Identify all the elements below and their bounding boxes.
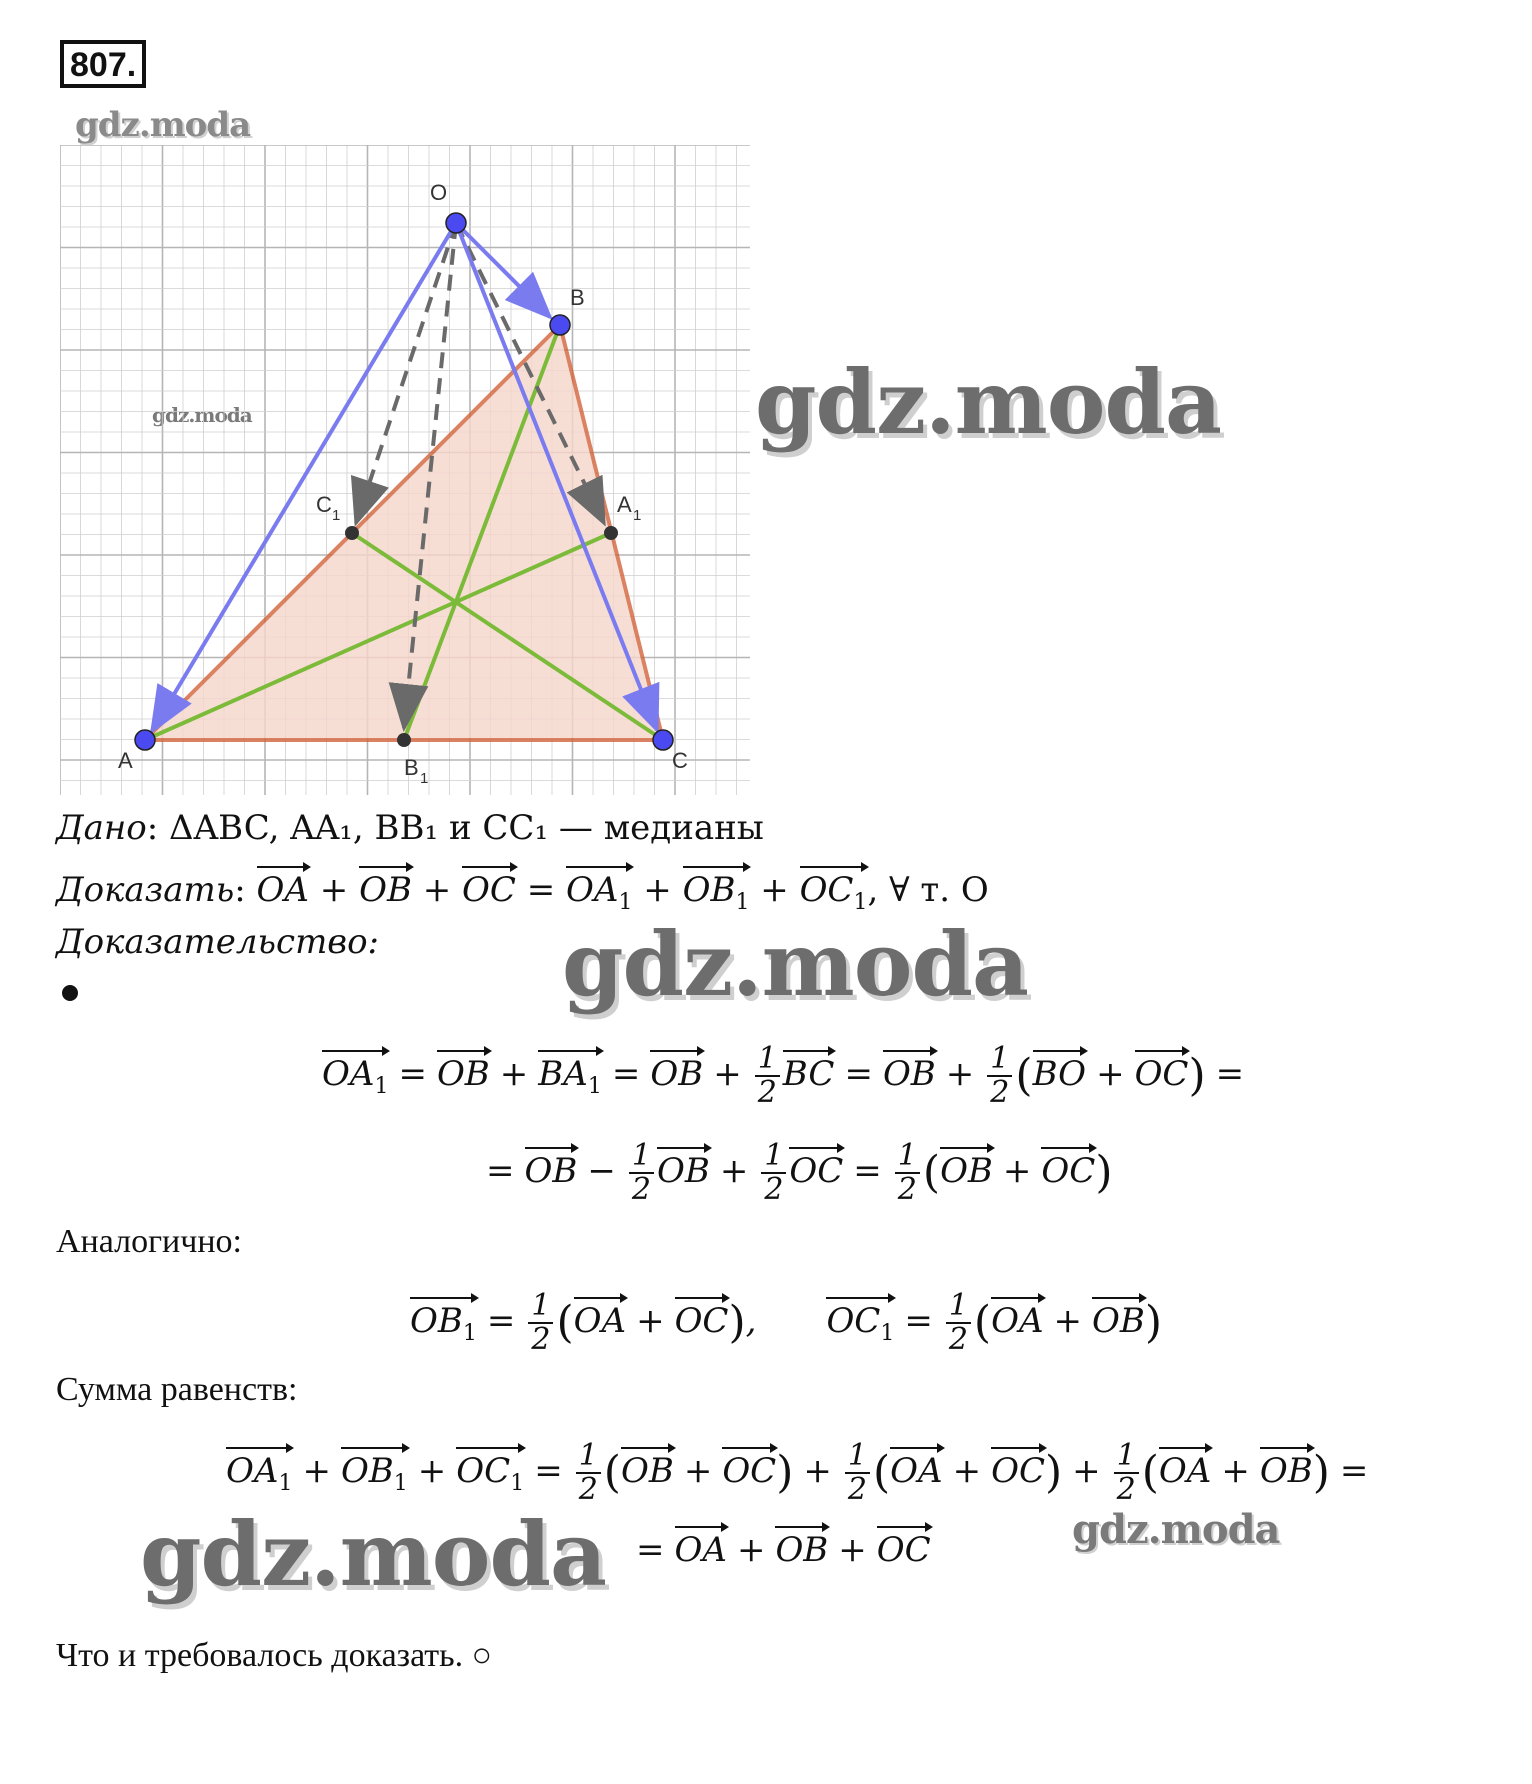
label-b1: B <box>404 755 419 780</box>
watermark: gdz.moda <box>562 912 1029 1016</box>
watermark: gdz.moda <box>152 403 252 427</box>
label-c: C <box>672 748 688 773</box>
label-b: B <box>570 285 585 310</box>
equation-ob1-oc1: $OB_1$ = $\frac{1}{2}$ (OA + OC), $OC_1$ = $\frac{1}{2}$ (OA + OB) <box>410 1288 1163 1357</box>
point-o <box>446 213 466 233</box>
triangle-abc <box>145 325 663 740</box>
point-a1 <box>604 526 618 540</box>
bullet <box>62 985 78 1001</box>
problem-number: 807. <box>60 40 146 88</box>
given-line: Дано: ΔABC, AA₁, BB₁ и CC₁ — медианы <box>56 808 764 848</box>
sum-label: Сумма равенств: <box>56 1371 298 1408</box>
prove-label: Доказать <box>56 870 235 910</box>
triangle-figure <box>60 145 760 805</box>
point-b1 <box>397 733 411 747</box>
proof-label: Доказательство: <box>56 922 380 962</box>
watermark: gdz.moda <box>75 105 251 145</box>
label-a1: A <box>617 492 632 517</box>
analog-label: Аналогично: <box>56 1223 242 1260</box>
equation-oa1-cont: = OB − $\frac{1}{2}$ OB + $\frac{1}{2}$ OC = $\frac{1}{2}$ (OB + OC) <box>486 1138 1113 1207</box>
label-c1-sub: 1 <box>332 507 341 524</box>
equation-oa1: $OA_1$ = OB + $BA_1$ = OB + $\frac{1}{2}$ BC = OB + $\frac{1}{2}$ (BO + OC) = <box>322 1041 1245 1110</box>
label-o: O <box>430 180 448 205</box>
point-c1 <box>345 526 359 540</box>
qed-text: Что и требовалось доказать. ○ <box>56 1637 493 1674</box>
point-c <box>653 730 673 750</box>
point-a <box>135 730 155 750</box>
label-a: A <box>118 748 133 773</box>
label-c1: C <box>316 492 332 517</box>
equation-sum: $OA_1 + OB_1 + OC_1$ = $\frac{1}{2}$ (OB + OC) + $\frac{1}{2}$ (OA + OC) + $\frac{1}{2}$ (OA + OB) = <box>226 1438 1369 1507</box>
prove-tail: , ∀ т. O <box>867 870 989 910</box>
watermark: gdz.moda <box>140 1502 607 1606</box>
point-b <box>550 315 570 335</box>
watermark: gdz.moda <box>755 350 1222 454</box>
given-text: ΔABC, AA₁, BB₁ и CC₁ — медианы <box>169 808 764 848</box>
label-b1-sub: 1 <box>420 770 429 787</box>
label-a1-sub: 1 <box>633 507 642 524</box>
prove-line: Доказать: OA + OB + OC = $OA_1 + OB_1 + OC_1$, ∀ т. O <box>56 866 989 923</box>
given-label: Дано <box>56 808 147 848</box>
equation-sum-result: = OA + OB + OC <box>626 1526 931 1570</box>
watermark: gdz.moda <box>1072 1506 1280 1553</box>
